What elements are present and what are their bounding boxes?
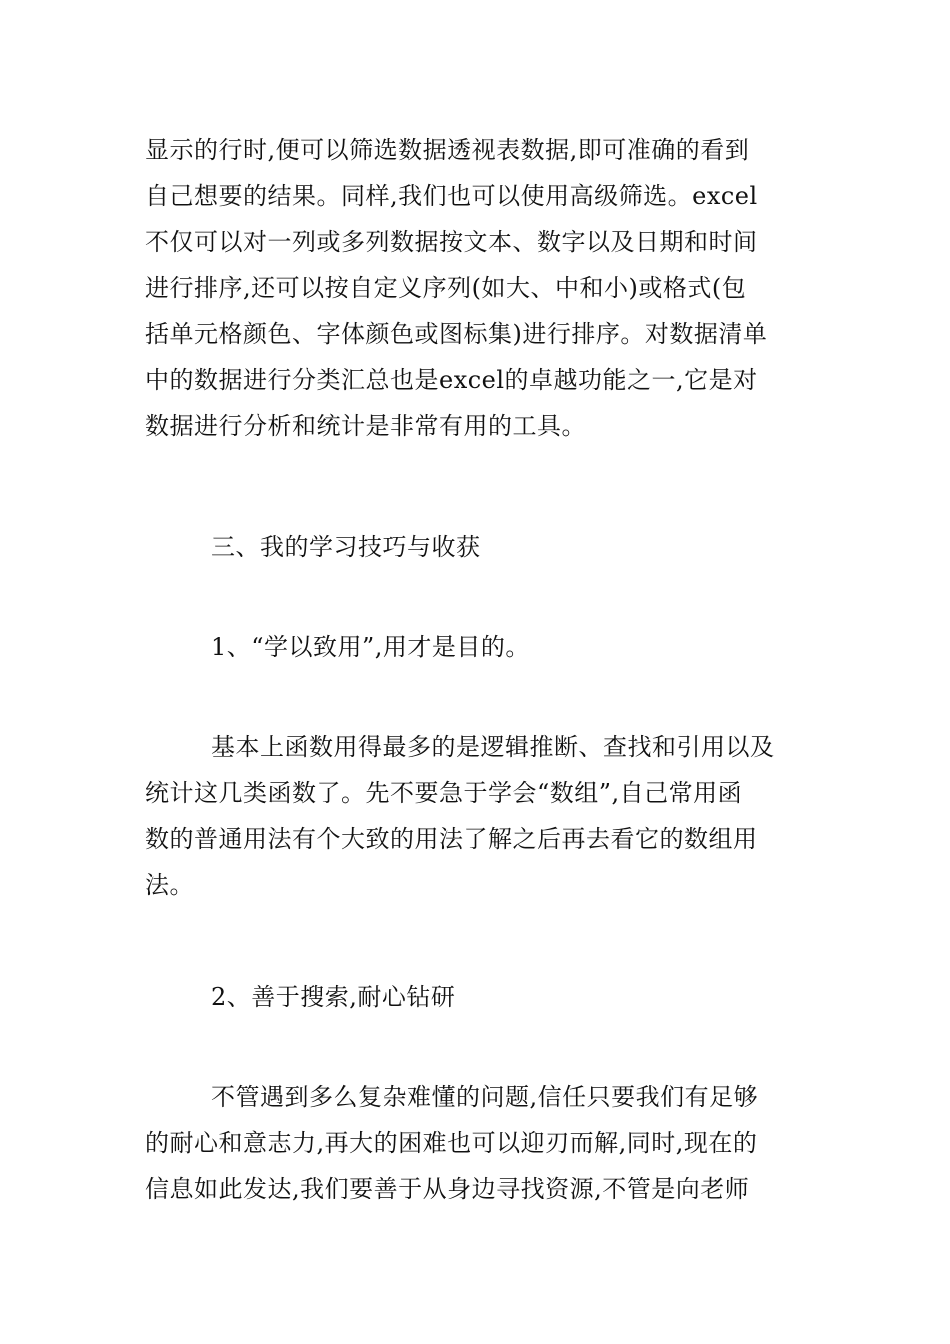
paragraph-line: 不管遇到多么复杂难懂的问题,信任只要我们有足够 bbox=[211, 1083, 759, 1111]
paragraph-line: 中的数据进行分类汇总也是excel的卓越功能之一,它是对 bbox=[145, 366, 758, 394]
paragraph-line: 信息如此发达,我们要善于从身边寻找资源,不管是向老师 bbox=[145, 1175, 750, 1203]
paragraph-line: 进行排序,还可以按自定义序列(如大、中和小)或格式(包 bbox=[145, 274, 747, 302]
paragraph-line: 自己想要的结果。同样,我们也可以使用高级筛选。excel bbox=[145, 182, 758, 210]
paragraph-line: 法。 bbox=[145, 871, 194, 899]
paragraph-line: 基本上函数用得最多的是逻辑推断、查找和引用以及 bbox=[211, 733, 775, 761]
paragraph-line: 显示的行时,便可以筛选数据透视表数据,即可准确的看到 bbox=[145, 136, 750, 164]
section-heading bbox=[145, 524, 810, 570]
paragraph-line: 不仅可以对一列或多列数据按文本、数字以及日期和时间 bbox=[145, 228, 758, 256]
paragraph-excel-features bbox=[145, 127, 810, 449]
paragraph-line: 数据进行分析和统计是非常有用的工具。 bbox=[145, 412, 586, 440]
paragraph-persistence bbox=[145, 1074, 810, 1212]
section-heading-text: 三、我的学习技巧与收获 bbox=[211, 533, 481, 561]
paragraph-line: 的耐心和意志力,再大的困难也可以迎刃而解,同时,现在的 bbox=[145, 1129, 758, 1157]
subsection-heading-2 bbox=[145, 974, 810, 1020]
subsection-heading-1 bbox=[145, 624, 810, 670]
subsection-heading-text: 2、善于搜索,耐心钻研 bbox=[211, 983, 456, 1011]
paragraph-line: 统计这几类函数了。先不要急于学会“数组”,自己常用函 bbox=[145, 779, 743, 807]
paragraph-line: 括单元格颜色、字体颜色或图标集)进行排序。对数据清单 bbox=[145, 320, 768, 348]
paragraph-line: 数的普通用法有个大致的用法了解之后再去看它的数组用 bbox=[145, 825, 758, 853]
paragraph-functions bbox=[145, 724, 810, 908]
subsection-heading-text: 1、“学以致用”,用才是目的。 bbox=[211, 633, 530, 661]
